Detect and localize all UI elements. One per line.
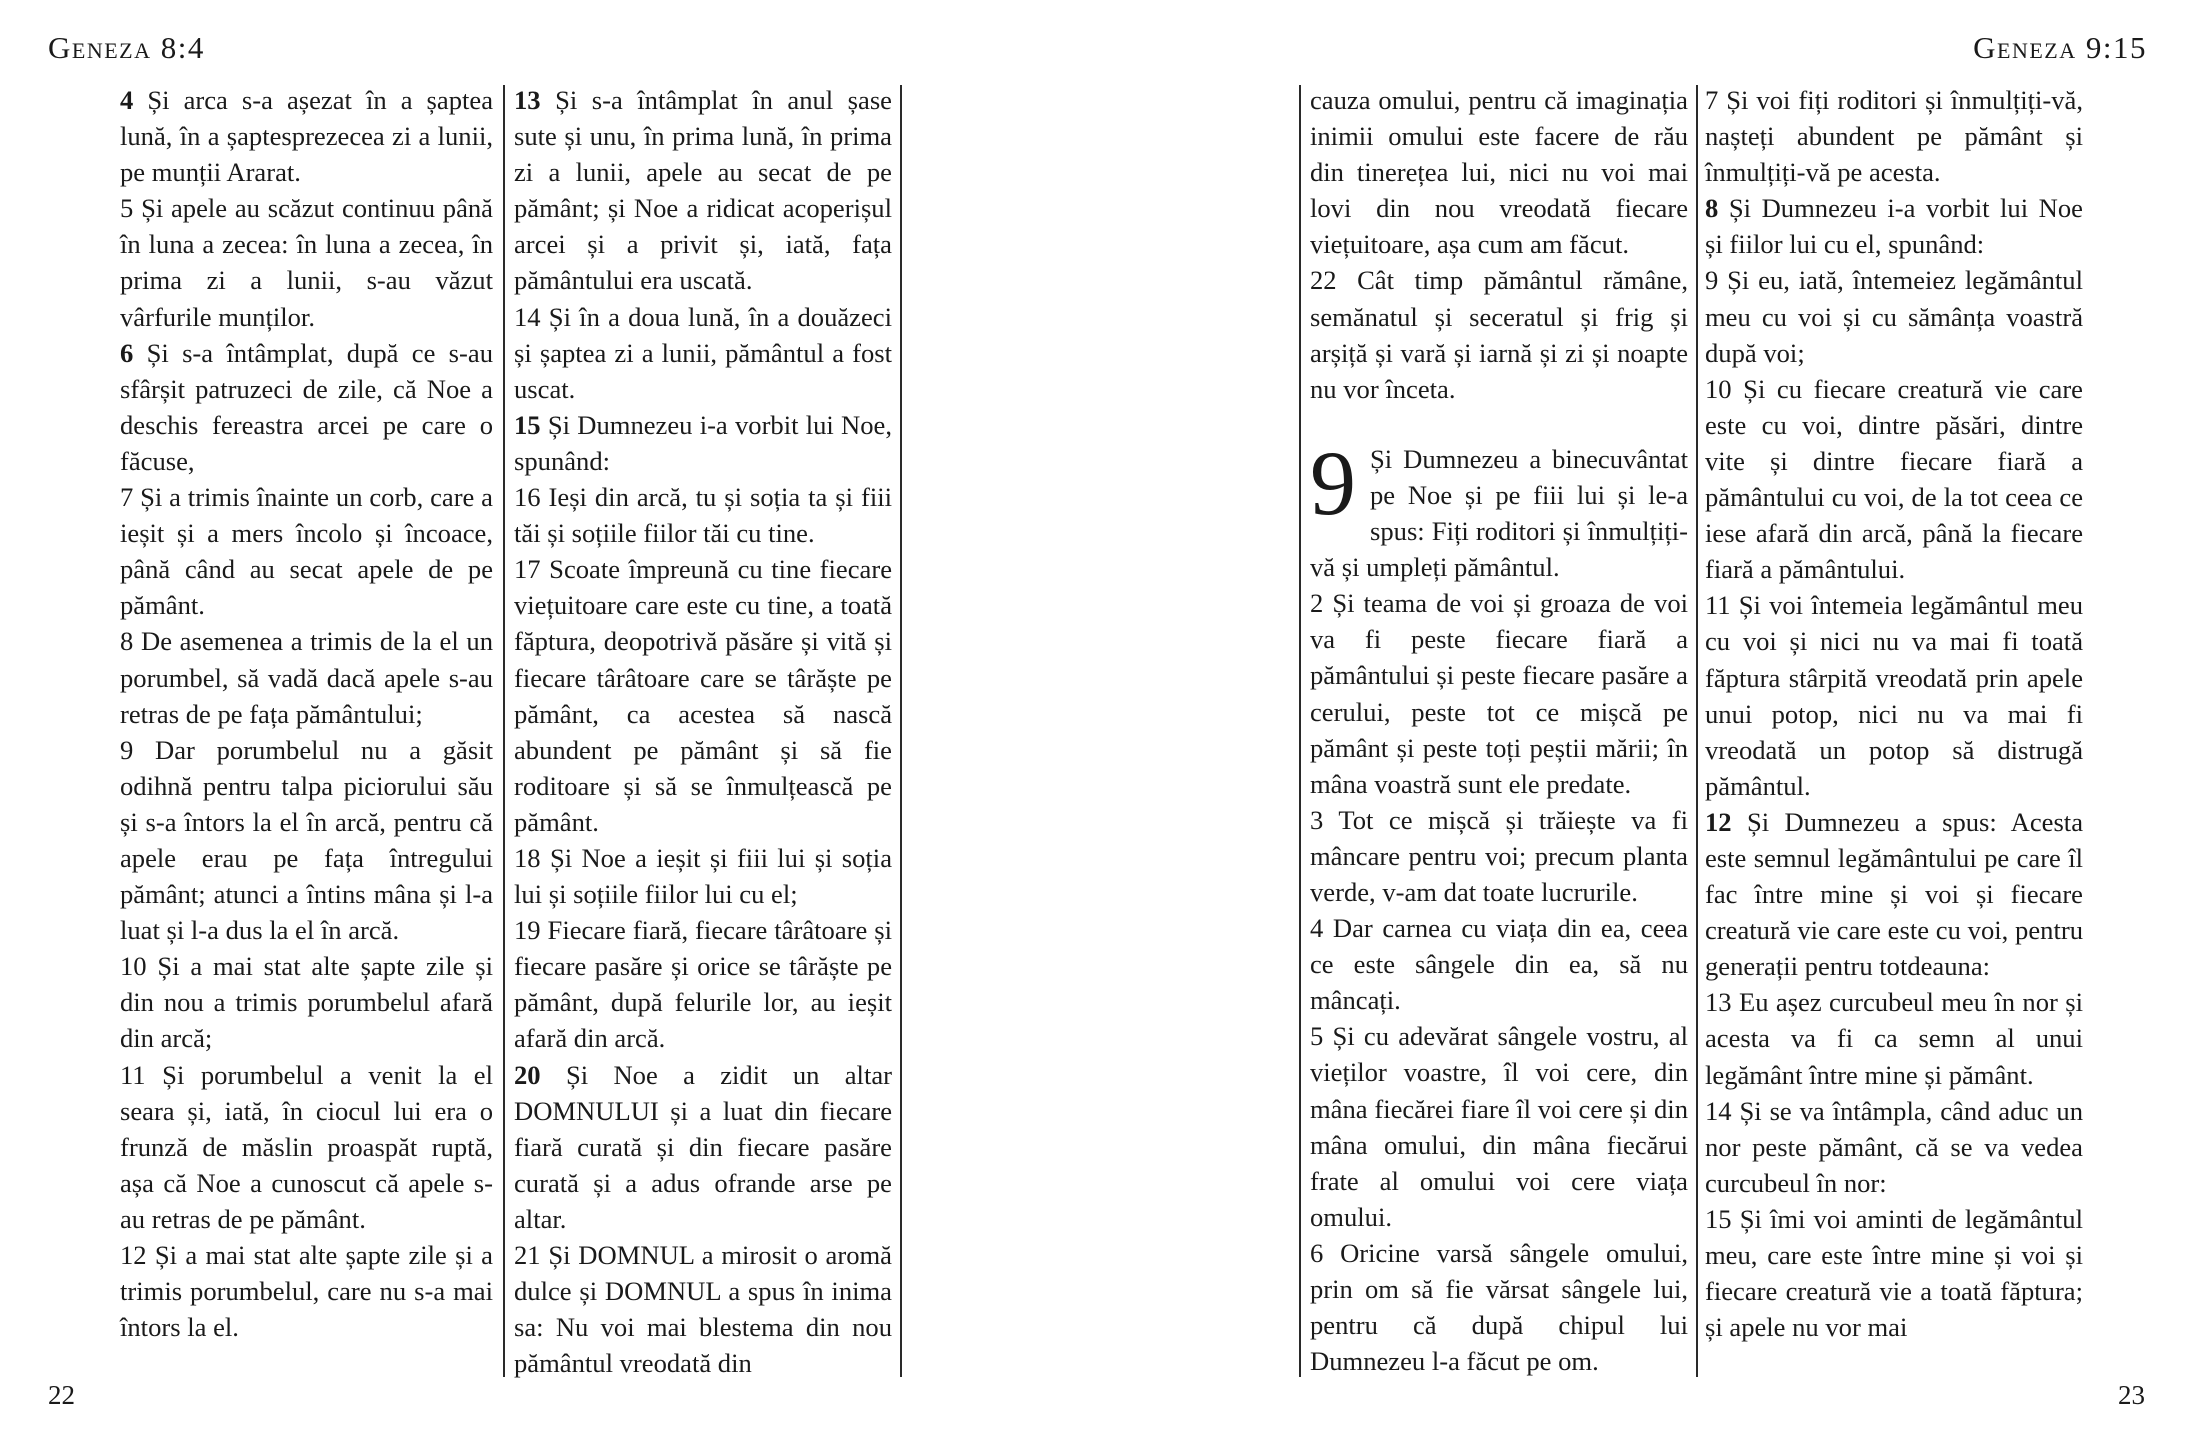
verse-number: 14: [1705, 1095, 1732, 1126]
verse: [514, 479, 892, 551]
verse-text: Și Noe a zidit un altar DOMNULUI și a luat din fiecare fiară curată și din fiecare pasăre curată și a adus ofrande arse pe altar.: [514, 1059, 892, 1234]
verse: [1310, 802, 1688, 910]
verse-number: 22: [1310, 265, 1337, 296]
verse-text: Oricine varsă sângele omului, prin om să fie vărsat sângele lui, pentru că după chipul lui Dumnezeu l-a făcut pe om.: [1310, 1237, 1688, 1377]
verse-number: 6: [120, 337, 134, 368]
chapter-opening: [1310, 431, 1688, 585]
verse-number: 12: [120, 1240, 147, 1270]
verse-number: 14: [514, 301, 541, 332]
verse: [120, 1237, 493, 1345]
verse: [1310, 910, 1688, 1018]
column-rule: [1696, 85, 1698, 1377]
verse: [514, 840, 892, 912]
verse-group: [1310, 82, 1688, 407]
verse-text: Și a mai stat alte șapte zile și a trimis porumbelul, care nu s-a mai întors la el.: [120, 1240, 493, 1343]
verse-text: Ieși din arcă, tu și soția ta și fiii tăi și soțiile fiilor tăi cu tine.: [514, 482, 892, 549]
verse: [120, 948, 493, 1056]
verse: [1705, 587, 2083, 804]
verse-number: 4: [1310, 913, 1324, 944]
verse-number: 3: [1310, 804, 1324, 835]
verse-text: Și îmi voi aminti de legământul meu, care este între mine și voi și fiecare creatură vie a toată făptura; și apele nu vor mai: [1705, 1203, 2083, 1343]
verse-number: 4: [120, 85, 134, 115]
verse-text: Și se va întâmpla, când aduc un nor peste pământ, că se va vedea curcubeul în nor:: [1705, 1095, 2083, 1198]
verse: [120, 190, 493, 334]
verse-text: Și Noe a ieșit și fiii lui și soția lui și soțiile fiilor lui cu el;: [514, 842, 893, 910]
verse: [1310, 1235, 1688, 1379]
verse-number: 21: [514, 1240, 541, 1270]
running-header-left: Geneza 8:4: [48, 30, 205, 65]
verse: [514, 299, 892, 407]
verse: [120, 335, 493, 479]
verse: [514, 1237, 892, 1381]
verse-text: Și apele au scăzut continuu până în luna a zecea: în luna a zecea, în prima zi a lunii, s-au văzut vârfurile munților.: [120, 193, 493, 332]
verse: [1310, 1018, 1688, 1235]
verse: [120, 732, 493, 949]
verse-text: Și eu, iată, întemeiez legământul meu cu voi și cu sămânța voastră după voi;: [1705, 265, 2083, 368]
verse-text: Fiecare fiară, fiecare târâtoare și fiecare pasăre și orice se târăște pe pământ, după felurile lor, au ieșit afară din arcă.: [514, 915, 892, 1054]
verse-group: [1310, 585, 1688, 1379]
verse-number: 5: [120, 193, 134, 224]
verse: [1705, 262, 2083, 370]
right-page-column-1: [1310, 82, 1688, 1379]
chapter-number: 9: [1310, 431, 1356, 534]
verse-text: Și a mai stat alte șapte zile și din nou a trimis porumbelul afară din arcă;: [120, 951, 493, 1054]
verse-number: 6: [1310, 1237, 1324, 1268]
verse-number: 16: [514, 482, 541, 513]
verse: [1705, 804, 2083, 984]
verse: [120, 82, 493, 190]
verse: [1310, 82, 1688, 262]
verse-text: Și în a doua lună, în a douăzeci și șaptea zi a lunii, pământul a fost uscat.: [514, 301, 892, 404]
verse-text: Și Dumnezeu a spus: Acesta este semnul legământului pe care îl fac între mine și voi și fiecare creatură vie care este cu voi, pentru generații pentru totdeauna:: [1705, 806, 2083, 982]
verse: [1310, 585, 1688, 802]
verse-text: cauza omului, pentru că imaginația inimii omului este facere de rău din tinerețea lui, nici nu voi mai lovi din nou vreodată fiecare viețuitoare, așa cum am făcut.: [1310, 85, 1688, 260]
verse-number: 7: [1705, 85, 1719, 115]
verse-text: Și cu fiecare creatură vie care este cu voi, dintre păsări, dintre vite și dintre fiecare fiară a pământului cu voi, de la tot ceea ce iese afară din arcă, până la fiecare fiară a pământului.: [1705, 373, 2083, 585]
verse-text: Și DOMNUL a mirosit o aromă dulce și DOMNUL a spus în inima sa: Nu voi mai blestema din nou pământul vreodată din: [514, 1240, 892, 1379]
verse-number: 10: [1705, 373, 1732, 404]
column-rule: [503, 85, 505, 1377]
verse-text: Și Dumnezeu i-a vorbit lui Noe, spunând:: [514, 409, 892, 476]
verse-number: 20: [514, 1059, 541, 1090]
verse-text: De asemenea a trimis de la el un porumbel, să vadă dacă apele s-au retras de pe fața pământului;: [120, 626, 493, 729]
verse-number: 8: [1705, 193, 1719, 224]
verse-text: Și porumbelul a venit la el seara și, iată, în ciocul lui era o frunză de măslin proaspăt ruptă, așa că Noe a cunoscut că apele s-au retras de pe pământ.: [120, 1059, 493, 1234]
verse: [514, 551, 892, 840]
verse-number: 7: [120, 482, 134, 513]
chapter-opening-text: Și Dumnezeu a binecuvântat pe Noe și pe fiii lui și le-a spus: Fiți roditori și înmulțiți-vă și umpleți pământul.: [1310, 443, 1688, 583]
verse-number: 13: [514, 85, 541, 115]
verse-text: Și cu adevărat sângele vostru, al vieților voastre, îl voi cere, din mâna fiecărei fiare îl voi cere și din mâna omului, din mâna fiecărui frate al omului voi cere viața omului.: [1310, 1021, 1688, 1232]
verse-text: Și voi întemeia legământul meu cu voi și nici nu va mai fi toată făptura stârpită vreodată prin apele unui potop, nici nu va mai fi vreodată un potop să distrugă pământul.: [1705, 590, 2083, 801]
verse-text: Eu așez curcubeul meu în nor și acesta va fi ca semn al unui legământ între mine și pământ.: [1705, 987, 2083, 1090]
column-rule: [1299, 85, 1301, 1377]
verse-number: 19: [514, 915, 541, 946]
verse-number: 15: [1705, 1203, 1732, 1234]
verse-text: Cât timp pământul rămâne, semănatul și seceratul și frig și arșiță și vară și iarnă și zi și noapte nu vor înceta.: [1310, 265, 1688, 404]
verse-text: Și arca s-a așezat în a șaptea lună, în a șaptesprezecea zi a lunii, pe munții Ararat.: [120, 85, 494, 188]
verse-number: 5: [1310, 1021, 1324, 1052]
verse-text: Și s-a întâmplat în anul șase sute și unu, în prima lună, în prima zi a lunii, apele au secat de pe pământ; și Noe a ridicat acoperișul arcei și a privit și, iată, fața pământului era uscată.: [514, 85, 892, 296]
verse-text: Și s-a întâmplat, după ce s-au sfârșit patruzeci de zile, că Noe a deschis fereastra arcei pe care o făcuse,: [120, 337, 493, 476]
verse: [120, 1057, 493, 1237]
verse: [514, 912, 892, 1056]
verse-number: 13: [1705, 987, 1732, 1018]
verse-number: 9: [1705, 265, 1719, 296]
verse: [120, 479, 493, 623]
verse: [1705, 1201, 2083, 1345]
running-header-right: Geneza 9:15: [1973, 30, 2147, 65]
verse-number: 11: [120, 1059, 146, 1090]
verse-number: 8: [120, 626, 134, 657]
verse: [120, 623, 493, 731]
verse-number: 10: [120, 951, 147, 982]
verse-text: Și teama de voi și groaza de voi va fi peste fiecare fiară a pământului și peste fiecare pasăre a cerului, peste tot ce mișcă pe pământ și peste toți peștii mării; în mâna voastră sunt ele predate.: [1310, 588, 1689, 799]
verse: [514, 82, 892, 299]
verse-text: Și voi fiți roditori și înmulțiți-vă, nașteți abundent pe pământ și înmulțiți-vă pe acesta.: [1705, 85, 2083, 188]
verse: [514, 407, 892, 479]
verse-number: 12: [1705, 806, 1732, 837]
right-page-column-2: [1705, 82, 2083, 1345]
verse-text: Tot ce mișcă și trăiește va fi mâncare pentru voi; precum planta verde, v-am dat toate lucrurile.: [1310, 804, 1689, 907]
verse: [514, 1057, 892, 1237]
verse: [1705, 82, 2083, 190]
verse-number: 17: [514, 554, 541, 585]
left-page-column-1: [120, 82, 493, 1345]
verse: [1310, 262, 1688, 406]
verse: [1705, 984, 2083, 1092]
verse-number: 15: [514, 409, 541, 440]
verse-text: Scoate împreună cu tine fiecare viețuitoare care este cu tine, a toată făptura, deopotrivă păsăre și vită și fiecare târâtoare care se târăște pe pământ, ca acestea să nască abundent pe pământ și să fie roditoare și să se înmulțească pe pământ.: [514, 554, 892, 837]
verse: [1705, 371, 2083, 588]
verse-text: Și a trimis înainte un corb, care a ieșit și a mers încolo și încoace, până când au secat apele de pe pământ.: [120, 482, 493, 621]
verse-number: 11: [1705, 590, 1731, 621]
verse-text: Dar porumbelul nu a găsit odihnă pentru talpa piciorului său și s-a întors la el în arcă, pentru că apele erau pe fața întregului pământ; atunci a întins mâna și l-a luat și l-a dus la el în arcă.: [120, 734, 493, 946]
column-rule: [900, 85, 902, 1377]
page-number-right: 23: [2118, 1380, 2145, 1410]
left-page-column-2: [514, 82, 892, 1381]
verse: [1705, 190, 2083, 262]
verse-text: Și Dumnezeu i-a vorbit lui Noe și fiilor lui cu el, spunând:: [1705, 193, 2083, 260]
verse-number: 9: [120, 734, 134, 765]
verse-number: 18: [514, 842, 541, 873]
page-number-left: 22: [48, 1380, 75, 1410]
verse: [1705, 1093, 2083, 1201]
verse-text: Dar carnea cu viața din ea, ceea ce este sângele din ea, să nu mâncați.: [1310, 913, 1688, 1016]
verse-number: 2: [1310, 588, 1324, 619]
